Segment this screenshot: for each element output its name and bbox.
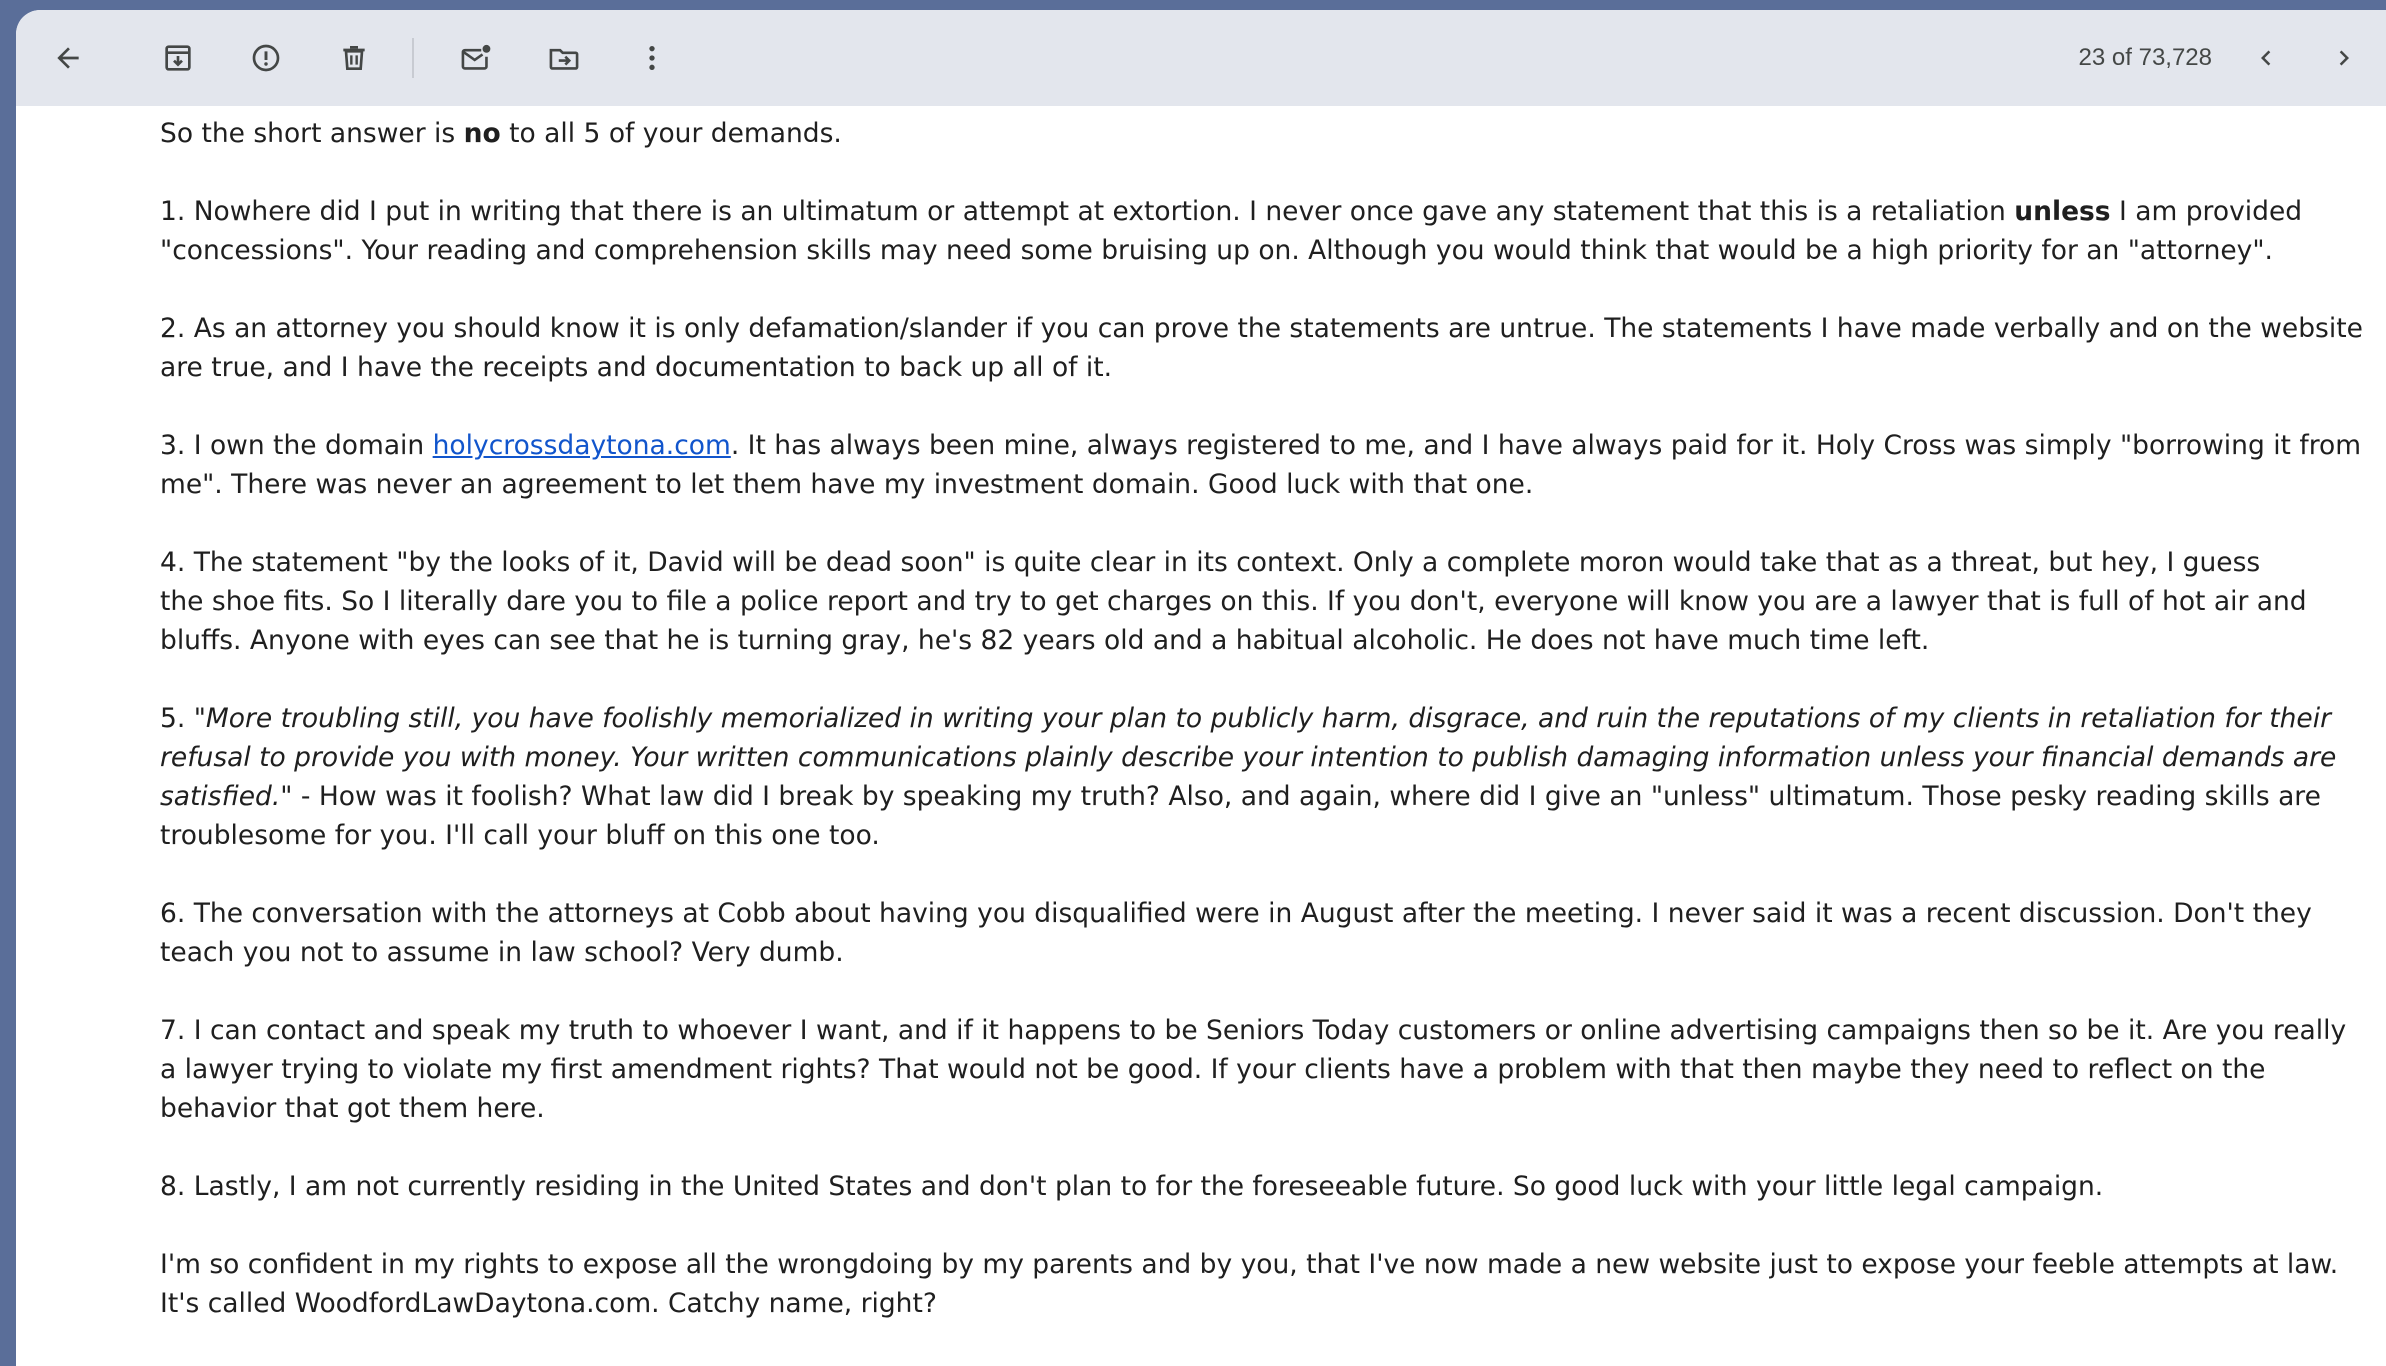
move-to-folder-icon bbox=[547, 42, 581, 74]
domain-link[interactable]: holycrossdaytona.com bbox=[432, 430, 731, 461]
email-point-1: 1. Nowhere did I put in writing that there is an ultimatum or attempt at extortion. I never once gave any statement that this is a retaliation unless I am provided "concessions". Your reading and comprehension skills may need some bruising up on. Although you would think that would be a high priority for an "attorney". bbox=[160, 196, 2303, 266]
mark-unread-icon bbox=[459, 42, 493, 74]
report-spam-button[interactable] bbox=[240, 32, 292, 84]
quoted-text: "More troubling still, you have foolishly memorialized in writing your plan to publicly harm, disgrace, and ruin the reputations of my clients in retaliation for their refusal to provide you with money. Your written communications plainly describe your intention to publish damaging information unless your financial demands are satisfied." bbox=[160, 703, 2337, 812]
older-message-button[interactable] bbox=[2318, 32, 2370, 84]
toolbar-divider bbox=[412, 38, 414, 78]
email-closing-paragraph: I'm so confident in my rights to expose all the wrongdoing by my parents and by you, that I've now made a new website just to expose your feeble attempts at law. It's called WoodfordLawDaytona.com. Catchy name, right? bbox=[160, 1249, 2339, 1319]
email-point-4: 4. The statement "by the looks of it, David will be dead soon" is quite clear in its context. Only a complete moron would take that as a threat, but hey, I guess the shoe fits. So I literally dare you to file a police report and try to get charges on this. If you don't, everyone will know you are a lawyer that is full of hot air and bluffs. Anyone with eyes can see that he is turning gray, he's 82 years old and a habitual alcoholic. He does not have much time left. bbox=[160, 547, 2307, 656]
email-point-6: 6. The conversation with the attorneys at Cobb about having you disqualified were in August after the meeting. I never said it was a recent discussion. Don't they teach you not to assume in law school? Very dumb. bbox=[160, 898, 2312, 968]
back-button[interactable] bbox=[42, 32, 94, 84]
archive-icon bbox=[162, 42, 194, 74]
message-counter: 23 of 73,728 bbox=[2078, 44, 2212, 71]
move-to-button[interactable] bbox=[538, 32, 590, 84]
more-vertical-icon bbox=[636, 42, 668, 74]
email-intro-paragraph: So the short answer is no to all 5 of your demands. bbox=[160, 118, 842, 149]
arrow-left-icon bbox=[52, 42, 84, 74]
email-point-2: 2. As an attorney you should know it is only defamation/slander if you can prove the statements are untrue. The statements I have made verbally and on the website are true, and I have the receipts and documentation to back up all of it. bbox=[160, 313, 2363, 383]
mark-unread-button[interactable] bbox=[450, 32, 502, 84]
chevron-left-icon bbox=[2251, 43, 2281, 73]
chevron-right-icon bbox=[2329, 43, 2359, 73]
email-point-5: 5. "More troubling still, you have foolishly memorialized in writing your plan to publicly harm, disgrace, and ruin the reputations of my clients in retaliation for their refusal to provide you with money. Your written communications plainly describe your intention to publish damaging information unless your financial demands are satisfied." - How was it foolish? What law did I break by speaking my truth? Also, and again, where did I give an "unless" ultimatum. Those pesky reading skills are troublesome for you. I'll call your bluff on this one too. bbox=[160, 703, 2337, 851]
email-point-7: 7. I can contact and speak my truth to whoever I want, and if it happens to be Seniors Today customers or online advertising campaigns then so be it. Are you really a lawyer trying to violate my first amendment rights? That would not be good. If your clients have a problem with that then maybe they need to reflect on the behavior that got them here. bbox=[160, 1015, 2347, 1124]
archive-button[interactable] bbox=[152, 32, 204, 84]
trash-icon bbox=[338, 42, 370, 74]
email-point-3: 3. I own the domain holycrossdaytona.com. It has always been mine, always registered to me, and I have always paid for it. Holy Cross was simply "borrowing it from me". There was never an agreement to let them have my investment domain. Good luck with that one. bbox=[160, 430, 2362, 500]
delete-button[interactable] bbox=[328, 32, 380, 84]
newer-message-button[interactable] bbox=[2240, 32, 2292, 84]
more-button[interactable] bbox=[626, 32, 678, 84]
email-point-8: 8. Lastly, I am not currently residing in the United States and don't plan to for the foreseeable future. So good luck with your little legal campaign. bbox=[160, 1171, 2104, 1202]
message-toolbar bbox=[16, 10, 2386, 106]
mail-window bbox=[16, 10, 2386, 1366]
email-body bbox=[160, 114, 2370, 1362]
report-spam-icon bbox=[250, 42, 282, 74]
